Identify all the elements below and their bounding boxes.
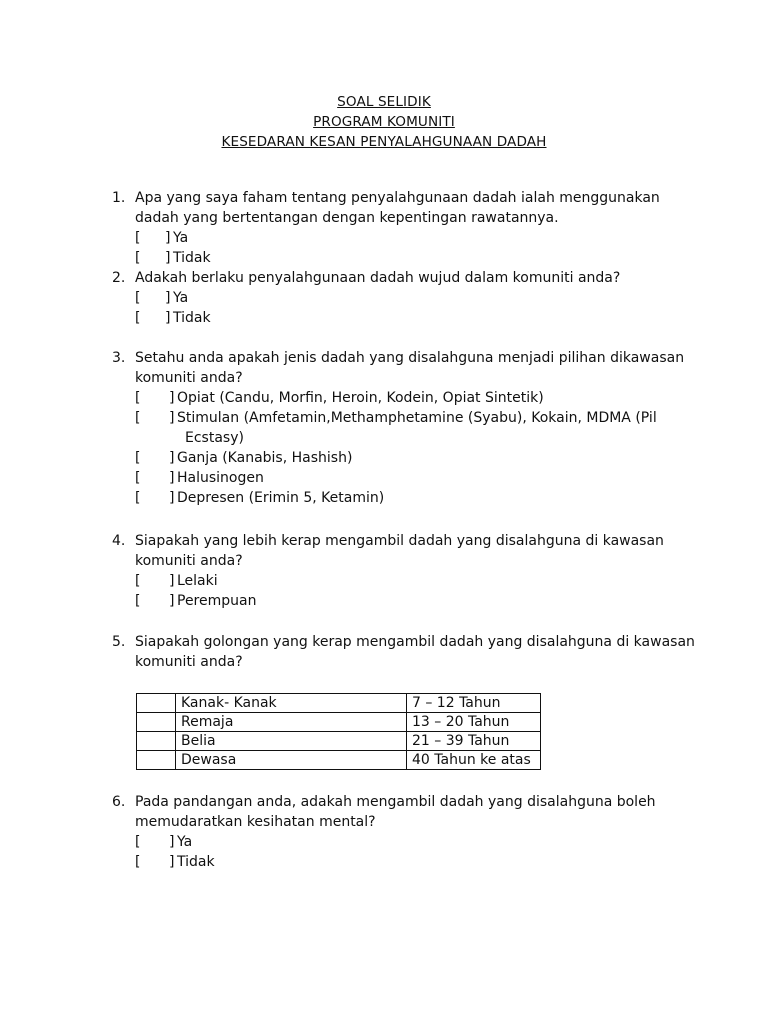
age-cell: 40 Tahun ke atas: [407, 751, 541, 770]
question-2: [112, 268, 712, 328]
group-cell: Remaja: [176, 713, 407, 732]
age-cell: 21 – 39 Tahun: [407, 732, 541, 751]
age-cell: 13 – 20 Tahun: [407, 713, 541, 732]
option-tidak[interactable]: [ ] Tidak: [135, 852, 712, 872]
question-text: Apa yang saya faham tentang penyalahgunaan dadah ialah menggunakan dadah yang bertentangan dengan kepentingan rawatannya.: [135, 190, 660, 226]
option-label: Ya: [177, 834, 193, 850]
title-line-2: PROGRAM KOMUNITI: [313, 114, 455, 130]
option-label-line-2: Ecstasy): [185, 430, 244, 446]
question-text: Setahu anda apakah jenis dadah yang disalahguna menjadi pilihan dikawasan komuniti anda?: [135, 350, 685, 386]
option-label: Lelaki: [177, 573, 218, 589]
option-ganja[interactable]: [ ] Ganja (Kanabis, Hashish): [135, 448, 712, 468]
question-number: 2.: [112, 270, 126, 286]
title-line-3: KESEDARAN KESAN PENYALAHGUNAAN DADAH: [221, 134, 547, 150]
option-tidak[interactable]: [ ] Tidak: [135, 310, 211, 326]
question-4: [112, 531, 712, 611]
document-title: [0, 92, 768, 152]
option-lelaki[interactable]: [ ] Lelaki: [135, 571, 712, 591]
age-group-table: [136, 693, 541, 770]
checkbox-cell[interactable]: [137, 751, 176, 770]
option-label: Ya: [173, 290, 189, 306]
option-label: Halusinogen: [177, 470, 264, 486]
option-perempuan[interactable]: [ ] Perempuan: [135, 591, 712, 611]
checkbox-cell[interactable]: [137, 732, 176, 751]
option-label: Opiat (Candu, Morfin, Heroin, Kodein, Opiat Sintetik): [177, 390, 544, 406]
question-6: [112, 792, 712, 872]
table-row: [137, 694, 541, 713]
option-stimulan[interactable]: [ ] Stimulan (Amfetamin,Methamphetamine (Syabu), Kokain, MDMA (Pil Ecstasy): [135, 410, 657, 446]
checkbox-cell[interactable]: [137, 713, 176, 732]
group-cell: Dewasa: [176, 751, 407, 770]
question-5: [112, 632, 712, 672]
option-ya[interactable]: [ ] Ya: [135, 230, 189, 246]
group-cell: Belia: [176, 732, 407, 751]
option-label: Ya: [173, 230, 189, 246]
group-cell: Kanak- Kanak: [176, 694, 407, 713]
table-row: [137, 751, 541, 770]
option-label: Depresen (Erimin 5, Ketamin): [177, 490, 385, 506]
option-label: Tidak: [173, 250, 211, 266]
option-label: Tidak: [177, 854, 215, 870]
option-label: Tidak: [173, 310, 211, 326]
option-label-line-1: Stimulan (Amfetamin,Methamphetamine (Syabu), Kokain, MDMA (Pil: [177, 410, 657, 426]
question-1: [112, 188, 712, 268]
question-text: Siapakah yang lebih kerap mengambil dadah yang disalahguna di kawasan komuniti anda?: [135, 533, 664, 569]
option-tidak[interactable]: [ ] Tidak: [135, 250, 211, 266]
option-ya[interactable]: [ ] Ya: [135, 290, 189, 306]
table-row: [137, 732, 541, 751]
question-3: [112, 348, 712, 508]
question-number: 5.: [112, 634, 126, 650]
checkbox-cell[interactable]: [137, 694, 176, 713]
title-line-1: SOAL SELIDIK: [337, 94, 431, 110]
option-label: [177, 408, 657, 448]
option-depresen[interactable]: [ ] Depresen (Erimin 5, Ketamin): [135, 488, 712, 508]
option-halusinogen[interactable]: [ ] Halusinogen: [135, 468, 712, 488]
option-label: Ganja (Kanabis, Hashish): [177, 450, 353, 466]
table-row: [137, 713, 541, 732]
question-number: 4.: [112, 533, 126, 549]
option-opiat[interactable]: [ ] Opiat (Candu, Morfin, Heroin, Kodein, Opiat Sintetik): [135, 388, 712, 408]
option-ya[interactable]: [ ] Ya: [135, 832, 712, 852]
question-number: 1.: [112, 190, 126, 206]
question-number: 3.: [112, 350, 126, 366]
question-text: Pada pandangan anda, adakah mengambil dadah yang disalahguna boleh memudaratkan kesihatan mental?: [135, 794, 656, 830]
question-text: Siapakah golongan yang kerap mengambil dadah yang disalahguna di kawasan komuniti anda?: [135, 634, 695, 670]
question-number: 6.: [112, 794, 126, 810]
question-text: Adakah berlaku penyalahgunaan dadah wujud dalam komuniti anda?: [135, 270, 621, 286]
age-cell: 7 – 12 Tahun: [407, 694, 541, 713]
option-label: Perempuan: [177, 593, 257, 609]
